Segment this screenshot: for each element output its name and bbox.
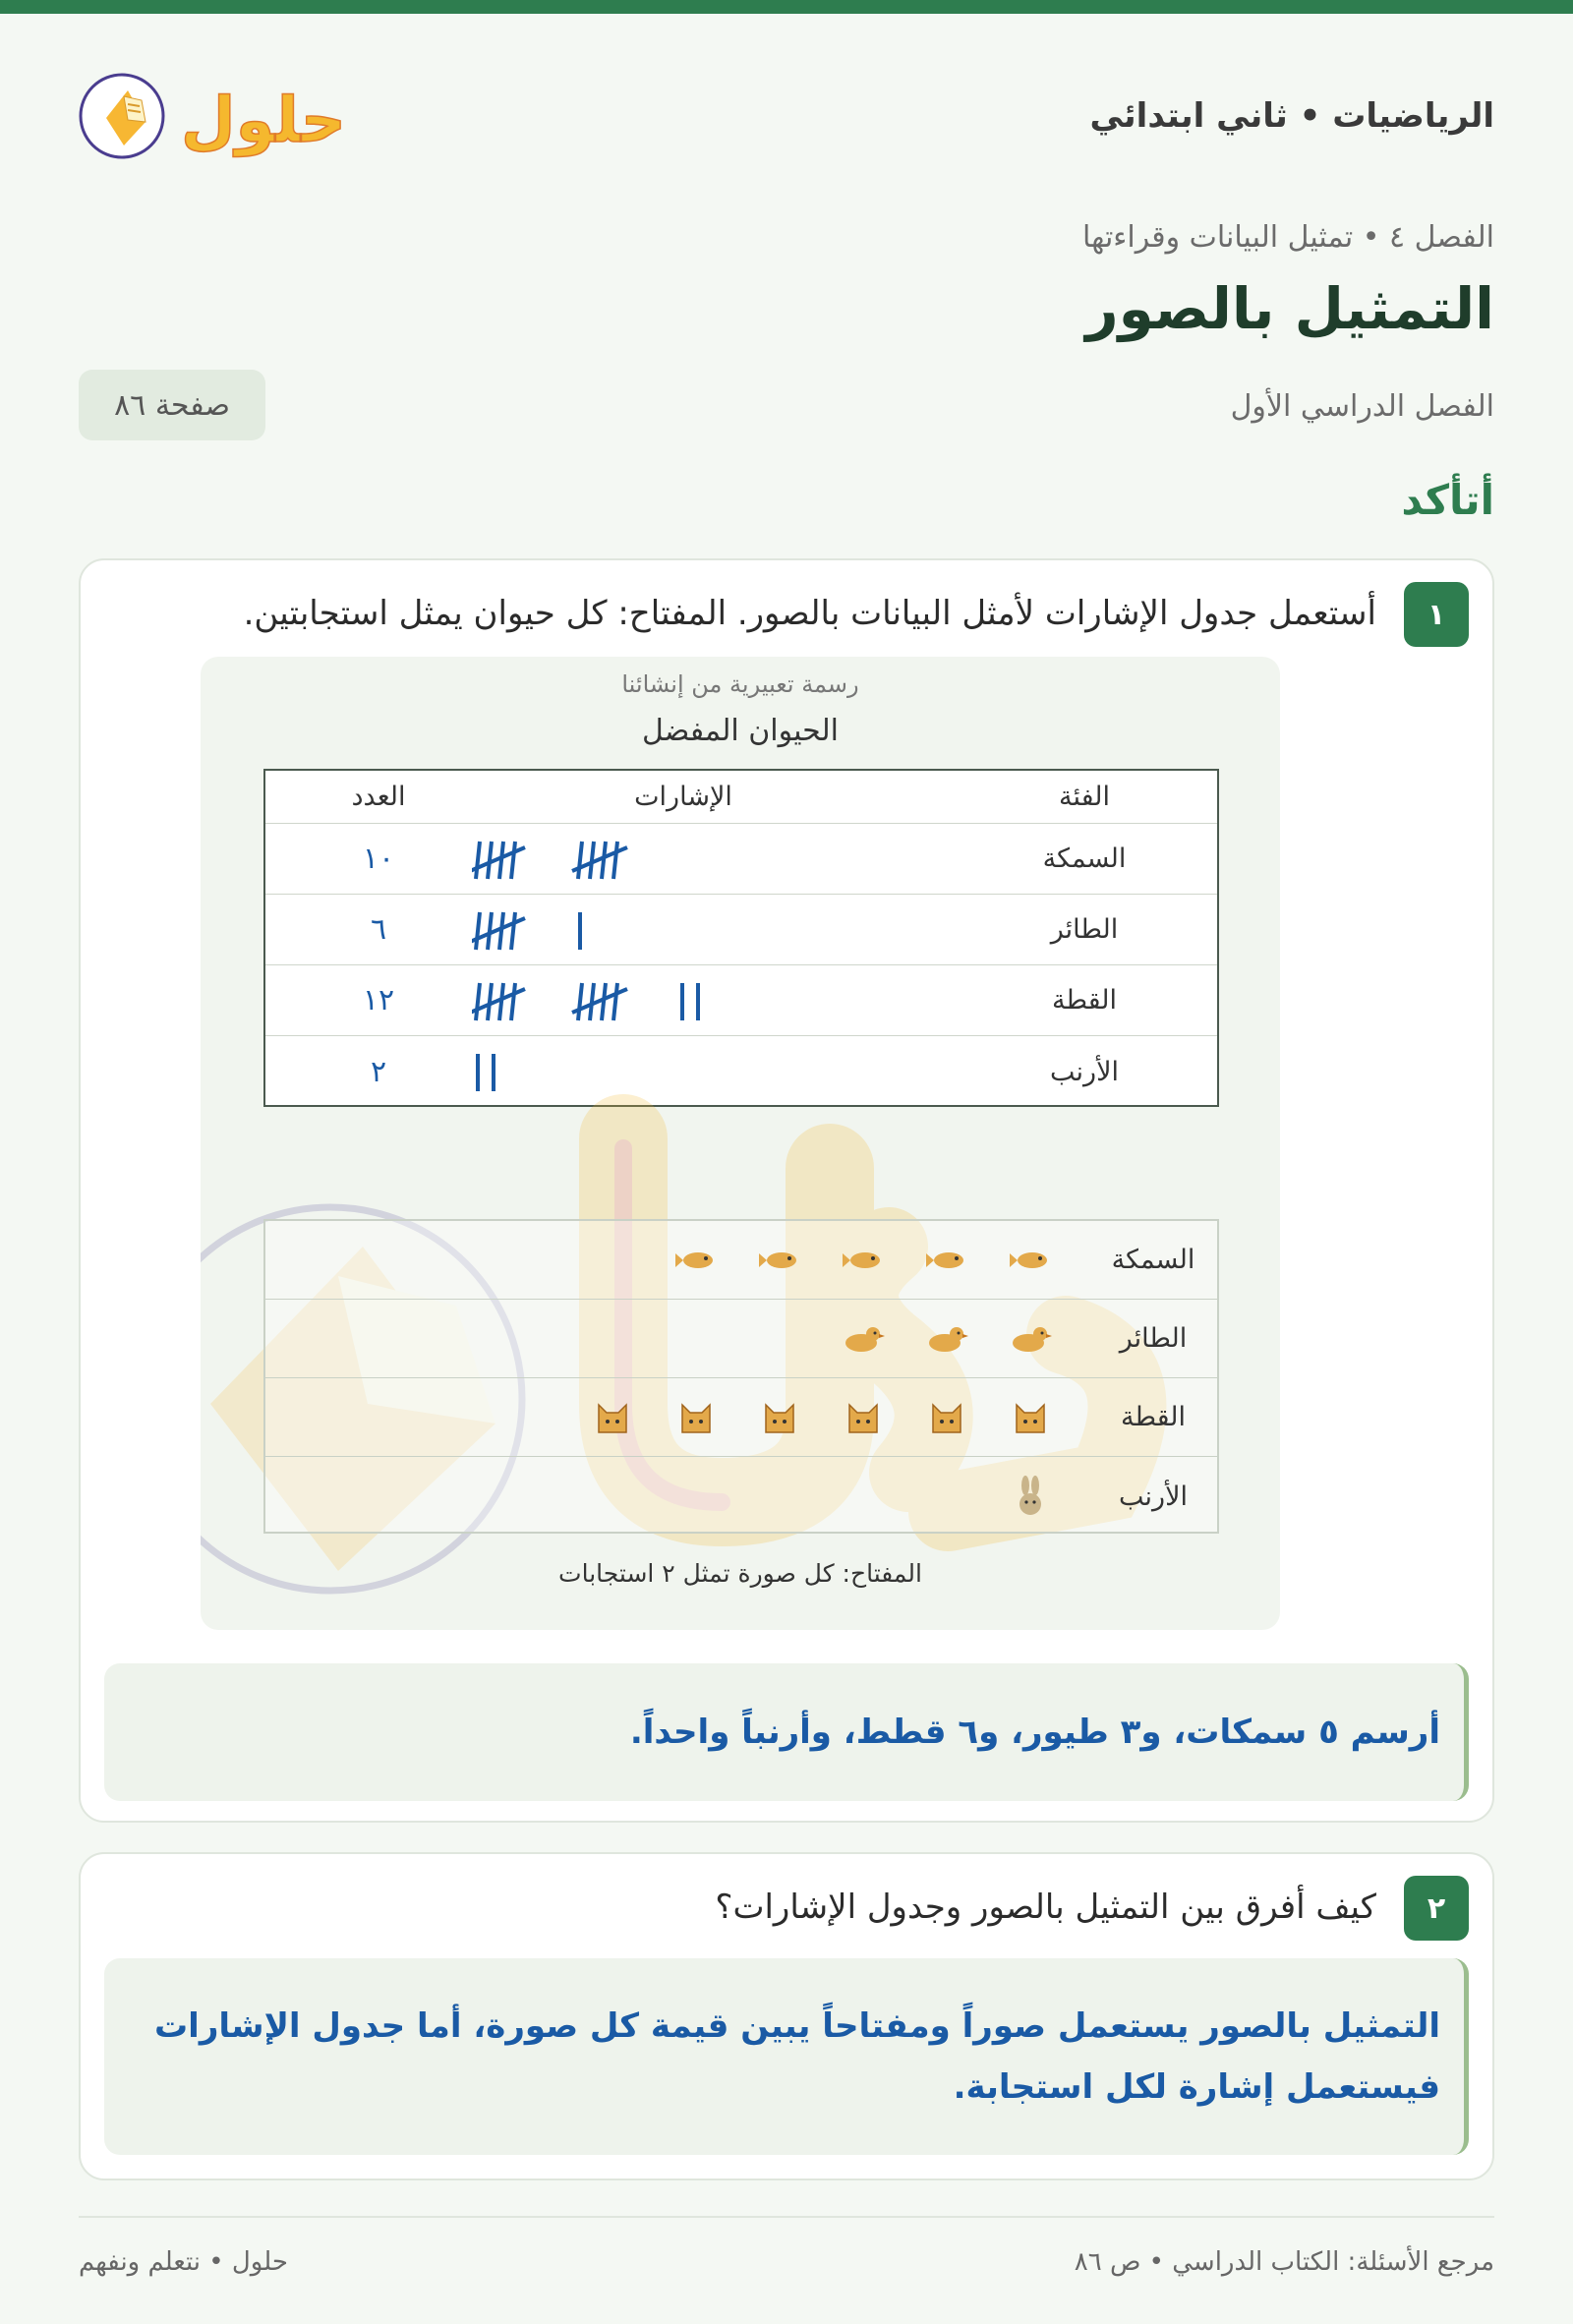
row-category: الطائر <box>1050 914 1119 945</box>
table-row <box>265 1378 1217 1457</box>
bird-icon <box>834 1300 893 1377</box>
answer-text-line-2: فيستعمل إشارة لكل استجابة. <box>953 2067 1440 2107</box>
rabbit-icon <box>1001 1457 1060 1536</box>
header-tally: الإشارات <box>634 782 732 812</box>
tally-stroke <box>578 842 582 879</box>
section-title: أتأكد <box>1401 476 1494 524</box>
tally-marks-svg <box>472 965 954 1036</box>
table-row <box>265 1300 1217 1378</box>
question-number-badge: ٢ <box>1404 1876 1469 1941</box>
cat-icon <box>583 1378 642 1456</box>
question-number-badge: ١ <box>1404 582 1469 647</box>
subject-label: الرياضيات • ثاني ابتدائي <box>1089 96 1494 136</box>
page-number-badge: صفحة ٨٦ <box>79 370 265 440</box>
table-row <box>265 1457 1217 1536</box>
tally-marks <box>472 1036 954 1107</box>
cat-icon <box>750 1378 809 1456</box>
tally-marks-svg <box>472 895 954 965</box>
row-category: السمكة <box>1042 843 1127 874</box>
cat-icon <box>834 1378 893 1456</box>
fish-icon <box>834 1221 893 1299</box>
cat-icon <box>1001 1378 1060 1456</box>
row-count: ١٠ <box>362 842 395 876</box>
row-category: الأرنب <box>1050 1056 1119 1087</box>
table-row <box>265 965 1217 1036</box>
picture-graph-key: المفتاح: كل صورة تمثل ٢ استجابات <box>558 1559 922 1588</box>
term-label: الفصل الدراسي الأول <box>1230 389 1494 424</box>
chapter-label: الفصل ٤ • تمثيل البيانات وقراءتها <box>1081 220 1494 255</box>
figure-panel <box>201 657 1280 1630</box>
tally-stroke <box>511 912 515 950</box>
footer-brand: حلول • نتعلم ونفهم <box>79 2247 288 2277</box>
page-title: التمثيل بالصور <box>1085 275 1494 342</box>
tally-stroke <box>511 842 515 879</box>
fish-icon <box>917 1221 976 1299</box>
answer-box <box>104 1958 1469 2155</box>
tally-marks <box>472 824 954 894</box>
footer-reference: مرجع الأسئلة: الكتاب الدراسي • ص ٨٦ <box>1074 2247 1494 2277</box>
fish-icon <box>667 1221 726 1299</box>
tally-marks <box>472 895 954 964</box>
bird-icon <box>1001 1300 1060 1377</box>
tally-header-row <box>265 771 1217 824</box>
tally-marks <box>472 965 954 1035</box>
tally-stroke <box>578 983 582 1020</box>
logo-text: حلول <box>181 85 346 157</box>
cat-icon <box>667 1378 726 1456</box>
table-row <box>265 1221 1217 1300</box>
picture-graph <box>263 1219 1219 1534</box>
cat-icon <box>917 1378 976 1456</box>
row-category: الطائر <box>1119 1323 1188 1354</box>
bird-icon <box>917 1300 976 1377</box>
tally-stroke <box>511 983 515 1020</box>
tally-stroke <box>613 983 617 1020</box>
footer-divider <box>79 2216 1494 2218</box>
tally-table <box>263 769 1219 1107</box>
table-row <box>265 1036 1217 1107</box>
hulul-logo[interactable] <box>77 61 352 169</box>
answer-text-line-1: التمثيل بالصور يستعمل صوراً ومفتاحاً يبين قيمة كل صورة، أما جدول الإشارات <box>154 2006 1440 2046</box>
tally-stroke <box>613 842 617 879</box>
question-card-2 <box>79 1852 1494 2180</box>
row-count: ٦ <box>370 912 387 947</box>
figure-title: الحيوان المفضل <box>641 714 840 748</box>
fish-icon <box>1001 1221 1060 1299</box>
row-category: السمكة <box>1111 1245 1195 1275</box>
header-category: الفئة <box>1059 782 1111 812</box>
figure-note: رسمة تعبيرية من إنشائنا <box>621 670 859 698</box>
row-category: القطة <box>1121 1402 1187 1432</box>
row-count: ٢ <box>370 1054 387 1089</box>
question-text: كيف أفرق بين التمثيل بالصور وجدول الإشارات؟ <box>715 1888 1376 1927</box>
tally-marks-svg <box>472 1036 954 1107</box>
header-count: العدد <box>351 782 406 812</box>
table-row <box>265 895 1217 965</box>
row-category: الأرنب <box>1119 1481 1188 1512</box>
question-text: أستعمل جدول الإشارات لأمثل البيانات بالصور. المفتاح: كل حيوان يمثل استجابتين. <box>243 594 1376 633</box>
answer-box <box>104 1663 1469 1801</box>
top-accent-bar <box>0 0 1573 14</box>
row-category: القطة <box>1052 985 1118 1016</box>
answer-text: أرسم ٥ سمكات، و٣ طيور، و٦ قطط، وأرنباً واحداً. <box>629 1713 1440 1752</box>
table-row <box>265 824 1217 895</box>
question-card-1 <box>79 558 1494 1823</box>
row-count: ١٢ <box>362 983 395 1017</box>
tally-marks-svg <box>472 824 954 895</box>
fish-icon <box>750 1221 809 1299</box>
